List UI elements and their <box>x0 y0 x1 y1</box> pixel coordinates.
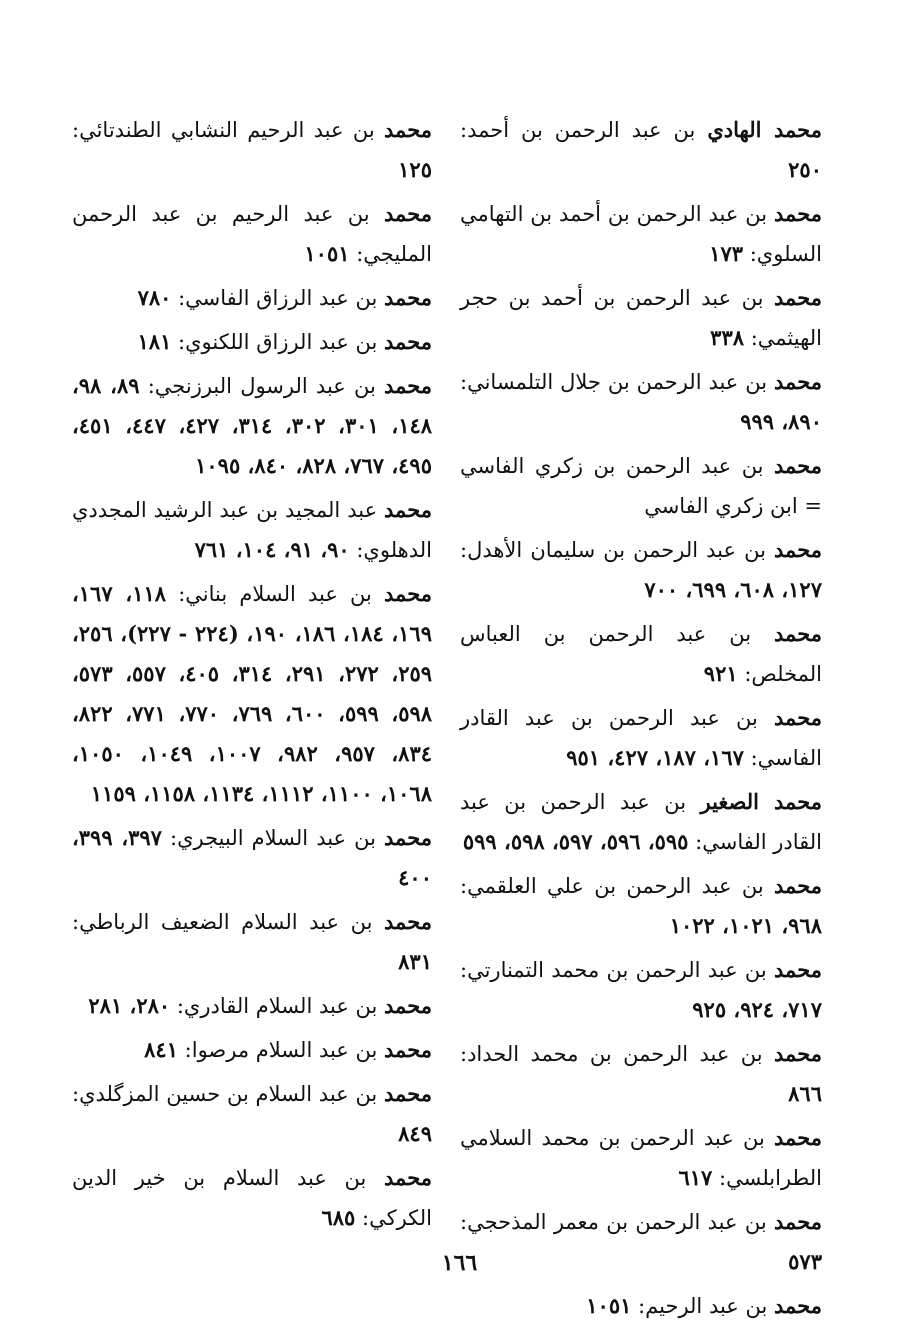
entry-name: محمد <box>774 957 822 982</box>
entry-lineage: بن عبد الرحمن بن معمر المذحجي: <box>460 1210 775 1234</box>
index-entry <box>460 1286 822 1326</box>
entry-name: محمد <box>774 873 822 898</box>
entry-lineage: عبد المجيد بن عبد الرشيد المجددي الدهلوي: <box>72 498 432 562</box>
entry-pages: ٥٩٥، ٥٩٦، ٥٩٧، ٥٩٨، ٥٩٩ <box>462 829 689 854</box>
entry-lineage: بن عبد الرحمن بن محمد السلامي الطرابلسي: <box>460 1126 822 1190</box>
entry-pages: ٣٣٨ <box>710 325 745 350</box>
entry-lineage: بن عبد الرحمن بن أحمد: <box>460 118 708 142</box>
entry-pages: ١٠٥١ <box>586 1293 632 1318</box>
index-entry <box>460 950 822 1030</box>
index-entry <box>72 1074 432 1154</box>
entry-pages: ١٢٥ <box>398 157 432 182</box>
entry-lineage: بن عبد السلام مرصوا: <box>178 1038 385 1062</box>
index-entry <box>72 110 432 190</box>
index-entry <box>72 574 432 814</box>
entry-pages: ٧١٧، ٩٢٤، ٩٢٥ <box>692 997 822 1022</box>
entry-name: محمد <box>774 1125 822 1150</box>
index-entry <box>460 446 822 526</box>
index-entry <box>72 490 432 570</box>
entry-name: محمد <box>384 373 433 398</box>
entry-lineage: بن عبد الرزاق اللكنوي: <box>171 330 385 354</box>
entry-name: محمد <box>384 329 432 354</box>
index-entry <box>72 902 432 982</box>
entry-lineage: بن عبد الرحمن بن زكري الفاسي = ابن زكري الفاسي <box>460 454 822 518</box>
entry-name: محمد <box>774 1041 822 1066</box>
entry-name: محمد <box>384 993 432 1018</box>
entry-pages: ٩٠، ٩١، ١٠٤، ٧٦١ <box>194 537 350 562</box>
entry-name: محمد <box>774 705 822 730</box>
entry-lineage: بن عبد السلام بناني: <box>166 582 385 606</box>
index-entry <box>460 362 822 442</box>
entry-pages: ٦٨٥ <box>321 1205 356 1230</box>
index-entry <box>72 278 432 318</box>
entry-name: محمد الصغير <box>700 789 823 814</box>
index-entry <box>460 530 822 610</box>
entry-lineage: بن عبد السلام البيجري: <box>161 826 385 850</box>
entry-lineage: بن عبد الرحمن بن أحمد بن حجر الهيثمي: <box>460 286 822 350</box>
entry-pages: ٢٨٠، ٢٨١ <box>88 993 171 1018</box>
entry-pages: ٨٦٦ <box>788 1081 822 1106</box>
entry-pages: ٢٥٠ <box>788 157 822 182</box>
entry-name: محمد <box>384 909 432 934</box>
entry-name: محمد <box>384 497 432 522</box>
entry-pages: ٨٤١ <box>144 1037 178 1062</box>
entry-name: محمد <box>384 1037 432 1062</box>
entry-name: محمد <box>774 369 822 394</box>
entry-pages: ٨٤٩ <box>398 1121 432 1146</box>
entry-lineage: بن عبد الرسول البرزنجي: <box>139 374 385 398</box>
entry-lineage: بن عبد الرحمن بن سليمان الأهدل: <box>460 538 775 562</box>
entry-name: محمد <box>384 201 432 226</box>
index-entry <box>72 986 432 1026</box>
entry-name: محمد <box>774 621 822 646</box>
entry-name: محمد <box>384 117 432 142</box>
entry-lineage: بن عبد الرحيم بن عبد الرحمن المليجي: <box>72 202 432 266</box>
index-entry <box>72 322 432 362</box>
entry-lineage: بن عبد الرزاق الفاسي: <box>171 286 385 310</box>
entry-name: محمد <box>774 537 822 562</box>
index-entry <box>460 110 822 190</box>
index-entry <box>460 1118 822 1198</box>
entry-pages: ٨٩، ٩٨، ١٤٨، ٣٠١، ٣٠٢، ٣١٤، ٤٢٧، ٤٤٧، ٤٥١، ٤٩٥، ٧٦٧، ٨٢٨، ٨٤٠، ١٠٩٥ <box>72 373 433 478</box>
entry-name: محمد <box>384 581 432 606</box>
entry-pages: ٣٩٧، ٣٩٩، ٤٠٠ <box>72 825 432 890</box>
entry-lineage: بن عبد الرحمن بن عبد القادر الفاسي: <box>460 706 822 770</box>
entry-lineage: بن عبد الرحيم: <box>631 1294 775 1318</box>
entry-name: محمد <box>384 1165 432 1190</box>
index-entry <box>460 278 822 358</box>
entry-name: محمد <box>774 201 822 226</box>
entry-pages: ١١٨، ١٦٧، ١٦٩، ١٨٤، ١٨٦، ١٩٠، (٢٢٤ - ٢٢٧)، ٢٥٦، ٢٥٩، ٢٧٢، ٢٩١، ٣١٤، ٤٠٥، ٥٥٧، ٥٧٣، ٥٩٨، ٥٩٩، ٦٠٠، ٧٦٩، ٧٧٠، ٧٧١، ٨٢٢، ٨٣٤، ٩٥٧، ٩٨٢، ١٠٠٧، ١٠٤٩، ١٠٥٠، ١٠٦٨، ١١٠٠، ١١١٢، ١١٣٤، ١١٥٨، ١١٥٩ <box>72 581 433 806</box>
entry-name: محمد <box>384 1081 432 1106</box>
index-entry <box>460 194 822 274</box>
index-entry <box>72 1030 432 1070</box>
index-entry <box>460 866 822 946</box>
entry-lineage: بن عبد الرحمن بن عبد القادر الفاسي: <box>460 790 822 854</box>
entry-pages: ٦١٧ <box>678 1165 713 1190</box>
entry-pages: ٨٩٠، ٩٩٩ <box>740 409 822 434</box>
page-number: ١٦٦ <box>441 1250 478 1276</box>
entry-pages: ١٨١ <box>137 329 172 354</box>
entry-name: محمد <box>774 1293 822 1318</box>
entry-pages: ٧٨٠ <box>137 285 172 310</box>
entry-lineage: بن عبد السلام بن خير الدين الكركي: <box>72 1166 432 1230</box>
entry-lineage: بن عبد الرحمن بن أحمد بن التهامي السلوي: <box>460 202 822 266</box>
entry-name: محمد <box>774 1209 822 1234</box>
entry-lineage: بن عبد الرحمن بن علي العلقمي: <box>460 874 775 898</box>
index-entry <box>72 366 432 486</box>
left-column <box>72 110 432 1242</box>
entry-name: محمد الهادي <box>707 117 822 142</box>
index-entry <box>460 1034 822 1114</box>
entry-lineage: بن عبد السلام القادري: <box>170 994 385 1018</box>
index-entry <box>460 782 822 862</box>
index-entry <box>72 1158 432 1238</box>
entry-name: محمد <box>774 453 822 478</box>
entry-pages: ٩٢١ <box>703 661 738 686</box>
entry-lineage: بن عبد الرحمن بن العباس المخلص: <box>460 622 822 686</box>
entry-lineage: بن عبد السلام بن حسين المزگلدي: <box>72 1082 385 1106</box>
entry-pages: ٩٦٨، ١٠٢١، ١٠٢٢ <box>669 913 822 938</box>
entry-name: محمد <box>774 285 822 310</box>
entry-pages: ٥٧٣ <box>788 1249 822 1274</box>
entry-name: محمد <box>384 285 432 310</box>
index-entry <box>460 614 822 694</box>
entry-lineage: بن عبد الرحمن بن محمد التمنارتي: <box>460 958 775 982</box>
entry-name: محمد <box>384 825 432 850</box>
index-entry <box>72 818 432 898</box>
right-column <box>460 110 822 1330</box>
index-entry <box>460 698 822 778</box>
entry-lineage: بن عبد الرحيم النشابي الطندتائي: <box>72 118 385 142</box>
entry-pages: ١٢٧، ٦٠٨، ٦٩٩، ٧٠٠ <box>644 577 822 602</box>
entry-pages: ٨٣١ <box>398 949 432 974</box>
entry-lineage: بن عبد الرحمن بن محمد الحداد: <box>460 1042 775 1066</box>
index-entry <box>72 194 432 274</box>
entry-lineage: بن عبد الرحمن بن جلال التلمساني: <box>460 370 775 394</box>
entry-lineage: بن عبد السلام الضعيف الرباطي: <box>72 910 385 934</box>
entry-pages: ١٦٧، ١٨٧، ٤٢٧، ٩٥١ <box>566 745 744 770</box>
entry-pages: ١٧٣ <box>709 241 744 266</box>
entry-pages: ١٠٥١ <box>304 241 350 266</box>
